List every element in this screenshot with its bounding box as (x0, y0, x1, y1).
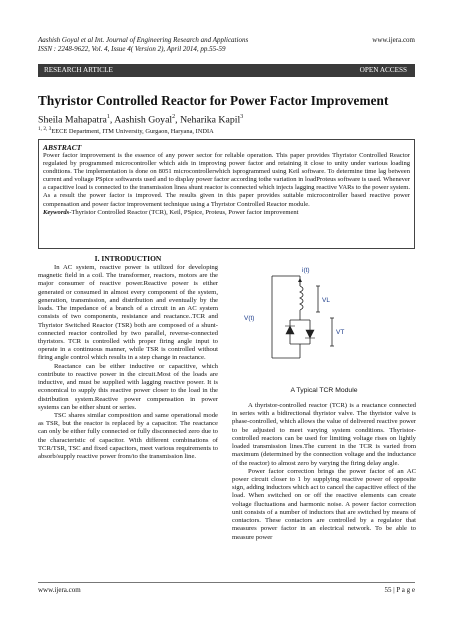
author-separator: , (175, 114, 181, 126)
keywords-text: -Thyristor Controlled Reactor (TCR), Keil, PSpice, Proteus, Power factor improvement (69, 208, 299, 216)
affiliation (38, 126, 214, 135)
author-sup: 1 (106, 114, 110, 120)
current-label: i(t) (302, 267, 310, 274)
inductor-voltage-label: VL (322, 297, 330, 304)
intro-paragraph: In AC system, reactive power is utilized for developing magnetic field in a coil. The transformer, reactors, motors are the major consumer of reactive power.Reactive power is either generated or consumed in almost every component of the system, generation, transmission, and distribution and eventually by the loads. The impedance of a branch of a circuit in an AC system consists of two components, resistance and reactance..TCR and Thyristor Switched Reactor (TSR) both are composed of a shunt-connected reactor controlled by two parallel, reverse-connected thyristors. TCR is controlled with proper firing angle input to operate in a continuous manner, while TSR is controlled without firing angle control which results in a step change in reactance. (38, 264, 218, 362)
author-list (38, 114, 243, 125)
abstract-heading: ABSTRACT (43, 143, 82, 152)
affiliation-text: EECE Department, ITM University, Gurgaon, Haryana, INDIA (51, 128, 214, 136)
citation-line-1: Aashish Goyal et al Int. Journal of Engineering Research and Applications (38, 36, 249, 44)
open-access-label: OPEN ACCESS (359, 66, 407, 74)
research-article-label: RESEARCH ARTICLE (44, 66, 113, 74)
tcr-circuit-figure (232, 262, 416, 372)
author-sup: 3 (240, 114, 244, 120)
intro-paragraph: Reactance can be either inductive or capacitive, which contribute to reactive power in the circuit.Most of the loads are inductive, and must be supplied with lagging reactive power. It is economical to supply this reactive power closer to the load in the distribution system.Reactive power compensation in power systems can be either shunt or series. (38, 362, 218, 411)
abstract-body: Power factor improvement is the essence of any power sector for reliable operation. This paper provides Thyristor Controlled Reactor regulated by programmed microcontroller which aids in improving power factor and retaining it close to unity under various loading conditions. The implementation is done on 8051 microcontrollerwhich isprogrammed using Keil software. To determine time lag between current and voltage PSpice softwareis used and to display power factor according tothe variation in loadProteus software is used. Whenever a capacitive load is connected to the transmission linea shunt reactor is connected which injects lagging reactive VARs to the power system. As a result the power factor is improved. The results given in this paper provides suitable microcontroller based reactive power compensation and power factor improvement technique using a Thyristor Controlled Reactor module. (43, 152, 410, 208)
footer-rule (38, 582, 415, 583)
running-header (38, 36, 415, 54)
affiliation-sup: 1, 2, 3 (38, 126, 52, 132)
header-website-link[interactable]: www.ijera.com (372, 36, 415, 44)
author-separator: , (109, 114, 115, 126)
author-name: Neharika Kapil (180, 114, 241, 126)
author-name: Sheila Mahapatra (38, 114, 107, 126)
article-type-banner (38, 64, 415, 77)
author-sup: 2 (172, 114, 176, 120)
section-heading-introduction: I. INTRODUCTION (94, 254, 162, 263)
page-number: 55 | P a g e (384, 586, 415, 594)
current-arrow-icon (298, 278, 302, 282)
keywords-label: Keywords (43, 208, 70, 216)
page-footer (38, 586, 415, 594)
paper-title: Thyristor Controlled Reactor for Power Factor Improvement (38, 93, 389, 108)
abstract-box (38, 139, 415, 249)
footer-website-link[interactable]: www.ijera.com (38, 586, 81, 594)
intro-paragraph: TSC shares similar composition and same operational mode as TSR, but the reactor is replaced by a capacitor. The reactance can only be either fully connected or fully disconnected zero due to the characteristic of capacitor. With different combinations of TCR/TSR, TSC and fixed capacitors, meet various requirements to absorb/supply reactive power from/to the transmission line. (38, 411, 218, 461)
body-paragraph: A thyristor-controlled reactor (TCR) is a reactance connected in series with a bidirectional thyristor valve. The thyristor valve is phase-controlled, which allows the value of delivered reactive power to be adjusted to meet varying system conditions. Thyristor-controlled reactors can be used for limiting voltage rises on lightly loaded transmission lines.The current in the TCR is varied from maximum (determined by the connection voltage and the inductance of the reactor) to almost zero by varying the firing delay angle. (232, 402, 416, 467)
source-voltage-label: V(t) (244, 315, 255, 322)
body-paragraph: Power factor correction brings the power factor of an AC power circuit closer to 1 by supplying reactive power of opposite sign, adding inductors which act to cancel the capacitive effect of the load. When switched on or off the reactive elements can create voltage fluctuations and harmonic noise. A power factor correction unit consists of a number of inductors that are switched by means of contactors. These contactors are controlled by a regulator that measures power factor in an electrical network. To be able to measure power (232, 467, 416, 541)
keywords (43, 209, 410, 217)
figure-caption: A Typical TCR Module (290, 387, 358, 394)
right-column (232, 402, 416, 542)
author-name: Aashish Goyal (114, 114, 173, 126)
left-column (38, 254, 218, 461)
thyristor-voltage-label: VT (336, 329, 345, 336)
citation-line-2: ISSN : 2248-9622, Vol. 4, Issue 4( Version 2), April 2014, pp.55-59 (38, 45, 226, 53)
